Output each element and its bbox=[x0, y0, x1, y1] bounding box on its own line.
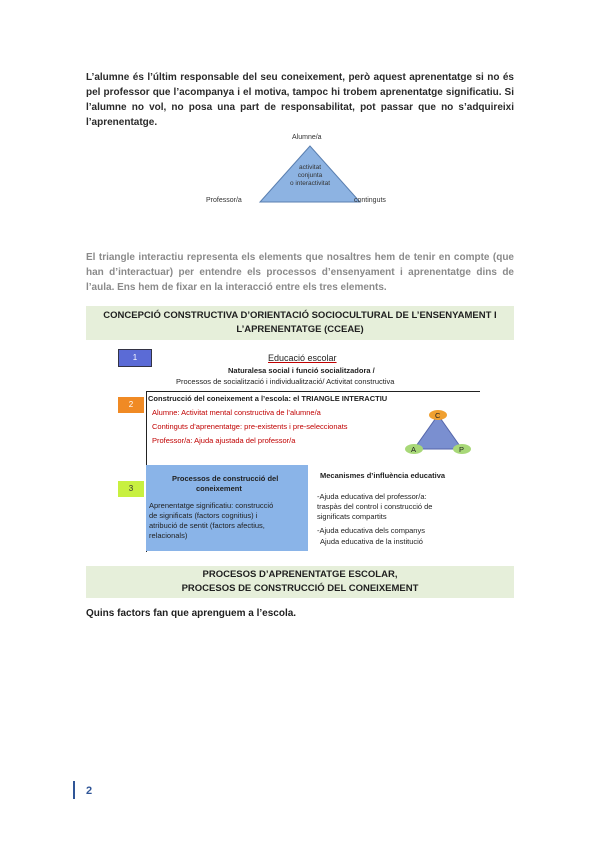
blue-body-2: de significats (factors cognitius) i bbox=[149, 511, 258, 520]
mechanism-1: -Ajuda educativa del professor/a: bbox=[317, 492, 427, 501]
banner1-line1: CONCEPCIÓ CONSTRUCTIVA D’ORIENTACIÓ SOCIOCULTURAL DE L’ENSENYAMENT I bbox=[103, 310, 497, 321]
banner2-line1: PROCESOS D’APRENENTATGE ESCOLAR, bbox=[202, 569, 398, 580]
blue-title-2: coneixement bbox=[196, 484, 242, 493]
page-number-bar bbox=[73, 781, 75, 799]
mechanism-4: -Ajuda educativa dels companys bbox=[317, 526, 425, 535]
triangle-left-label: Professor/a bbox=[206, 197, 242, 204]
question-text: Quins factors fan que aprenguem a l’escola. bbox=[86, 608, 297, 619]
node-a-label: A bbox=[411, 445, 417, 454]
section2-title: Construcció del coneixement a l’escola: el TRIANGLE INTERACTIU bbox=[148, 394, 388, 403]
triangle-right-label: continguts bbox=[354, 197, 386, 204]
interactive-triangle-figure bbox=[200, 134, 400, 214]
triangle-top-label: Alumne/a bbox=[292, 134, 322, 141]
blue-body-3: atribució de sentit (factors afectius, bbox=[149, 521, 265, 530]
level-1-badge: 1 bbox=[118, 349, 152, 367]
mechanisms-title: Mecanismes d’influència educativa bbox=[320, 471, 446, 480]
level-3-badge: 3 bbox=[118, 481, 144, 497]
diagram-title bbox=[268, 353, 337, 363]
blue-body-1: Aprenentatge significatiu: construcció bbox=[149, 501, 274, 510]
page-number: 2 bbox=[86, 785, 93, 797]
blue-title-1: Processos de construcció del bbox=[172, 474, 279, 483]
paragraph-triangle-explanation: El triangle interactiu representa els elements que nosaltres hem de tenir en compte (que han d’interactuar) per entendre els processos d’ensenyament i aprenentatge dins de l’aula. Ens hem de fixar en la interacció entre els tres elements. bbox=[86, 252, 514, 293]
cceae-diagram bbox=[118, 347, 481, 553]
node-c-label: C bbox=[435, 411, 441, 420]
blue-body-4: relacionals) bbox=[149, 531, 188, 540]
triangle-inner-line3: o interactivitat bbox=[289, 180, 331, 187]
small-triangle-polygon bbox=[414, 415, 462, 449]
banner1-line2: L’APRENENTATGE (CCEAE) bbox=[236, 324, 364, 335]
level-2-badge: 2 bbox=[118, 397, 144, 413]
triangle-inner-line2: conjunta bbox=[297, 172, 323, 179]
triangle-inner-text bbox=[280, 164, 340, 188]
diagram-title-text: Educació escolar bbox=[268, 353, 337, 363]
paragraph-responsibility: L’alumne és l’últim responsable del seu coneixement, però aquest aprenentatge si no és pel professor que l’acompanya i el motiva, tampoc hi trobem aprenentatge significatiu. Si l’alumne no vol, no posa una part de responsabilitat, pot passar que no s’adquireixi l’aprenentatge. bbox=[86, 72, 514, 128]
row-alumne: Alumne: Activitat mental constructiva de l’alumne/a bbox=[152, 408, 321, 417]
mechanism-2: traspàs del control i construcció de bbox=[317, 502, 433, 511]
mechanism-3: significats compartits bbox=[317, 512, 387, 521]
mechanism-5: Ajuda educativa de la institució bbox=[320, 537, 423, 546]
row-continguts: Continguts d’aprenentatge: pre-existents i pre-seleccionats bbox=[152, 422, 348, 431]
diagram-subtitle2: Processos de socialització i individualització/ Activitat constructiva bbox=[176, 377, 395, 386]
section-banner-cceae bbox=[86, 306, 514, 340]
node-p-label: P bbox=[459, 445, 465, 454]
row-professor: Professor/a: Ajuda ajustada del professor/a bbox=[152, 436, 296, 445]
triangle-inner-line1: activitat bbox=[298, 164, 322, 171]
section-banner-processes bbox=[86, 566, 514, 598]
banner2-line2: PROCESOS DE CONSTRUCCIÓ DEL CONEIXEMENT bbox=[181, 583, 419, 594]
diagram-subtitle: Naturalesa social i funció socialitzadora / bbox=[228, 366, 375, 375]
